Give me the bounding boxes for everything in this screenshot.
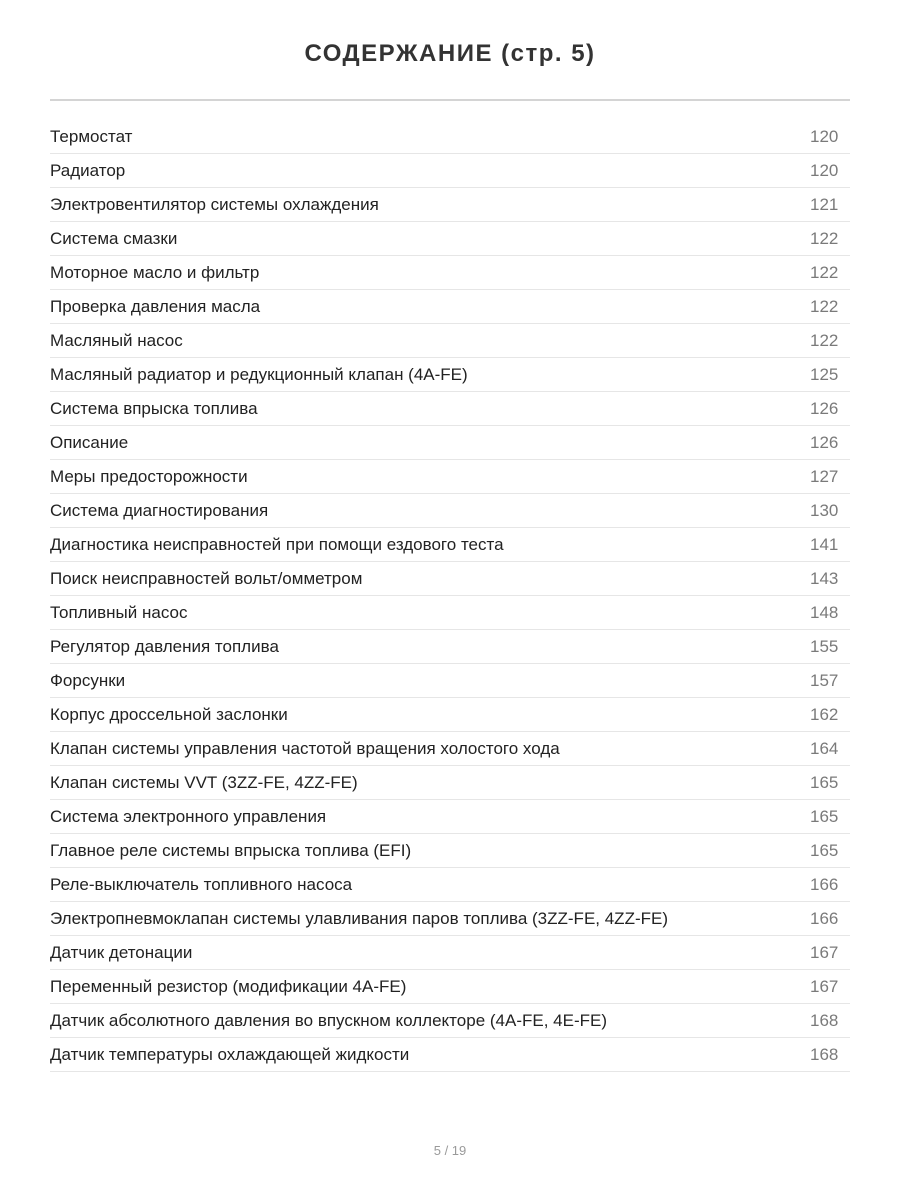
toc-entry[interactable] [50, 766, 850, 800]
toc-entry-title: Электровентилятор системы охлаждения [50, 194, 379, 214]
toc-entry-page: 165 [810, 840, 839, 860]
toc-entry-page: 165 [810, 772, 839, 792]
toc-entry[interactable] [50, 290, 850, 324]
toc-entry-title: Система впрыска топлива [50, 398, 258, 418]
toc-entry[interactable] [50, 324, 850, 358]
toc-entry[interactable] [50, 596, 850, 630]
toc-entry-page: 168 [810, 1010, 839, 1030]
toc-entry[interactable] [50, 494, 850, 528]
toc-entry-title: Датчик абсолютного давления во впускном коллекторе (4A-FE, 4E-FE) [50, 1010, 607, 1030]
toc-entry-title: Реле-выключатель топливного насоса [50, 874, 353, 894]
toc-entry[interactable] [50, 392, 850, 426]
toc-entry-page: 166 [810, 874, 839, 894]
toc-entry-page: 148 [810, 602, 839, 622]
toc-entry-page: 122 [810, 296, 839, 316]
toc-entry-title: Меры предосторожности [50, 466, 248, 486]
toc-entry-title: Диагностика неисправностей при помощи ездового теста [50, 534, 504, 554]
toc-entry-title: Поиск неисправностей вольт/омметром [50, 568, 363, 588]
toc-entry-page: 120 [810, 126, 839, 146]
toc-entry-page: 162 [810, 704, 839, 724]
toc-entry[interactable] [50, 460, 850, 494]
toc-entry-title: Клапан системы VVT (3ZZ-FE, 4ZZ-FE) [50, 772, 358, 792]
toc-entry-title: Клапан системы управления частотой вращения холостого хода [50, 738, 560, 758]
toc-entry[interactable] [50, 902, 850, 936]
toc-entry-title: Радиатор [50, 160, 126, 180]
toc-entry-title: Датчик температуры охлаждающей жидкости [50, 1044, 410, 1064]
toc-entry[interactable] [50, 834, 850, 868]
page-title: СОДЕРЖАНИЕ (стр. 5) [304, 40, 596, 67]
title-divider [50, 99, 850, 101]
toc-entry-page: 168 [810, 1044, 839, 1064]
toc-entry-title: Электропневмоклапан системы улавливания паров топлива (3ZZ-FE, 4ZZ-FE) [50, 908, 668, 928]
toc-entry[interactable] [50, 426, 850, 460]
toc-entry-title: Масляный радиатор и редукционный клапан (4A-FE) [50, 364, 468, 384]
toc-entry-page: 125 [810, 364, 839, 384]
toc-entry[interactable] [50, 1038, 850, 1072]
toc-entry-page: 141 [810, 534, 839, 554]
toc-entry[interactable] [50, 1004, 850, 1038]
toc-entry[interactable] [50, 936, 850, 970]
toc-entry-page: 126 [810, 432, 839, 452]
toc-entry-title: Система смазки [50, 228, 178, 248]
toc-entry[interactable] [50, 664, 850, 698]
toc-entry[interactable] [50, 970, 850, 1004]
toc-entry-title: Датчик детонации [50, 942, 193, 962]
toc-entry-page: 121 [810, 194, 839, 214]
toc-entry[interactable] [50, 528, 850, 562]
page-indicator: 5 / 19 [433, 1143, 467, 1158]
toc-entry-page: 167 [810, 942, 839, 962]
toc-entry[interactable] [50, 120, 850, 154]
toc-entry-title: Форсунки [50, 670, 126, 690]
toc-entry[interactable] [50, 562, 850, 596]
toc-entry-title: Система электронного управления [50, 806, 327, 826]
toc-entry-page: 127 [810, 466, 839, 486]
toc-entry-page: 130 [810, 500, 839, 520]
toc-entry-title: Топливный насос [50, 602, 188, 622]
toc-entry-page: 155 [810, 636, 839, 656]
toc-entry[interactable] [50, 732, 850, 766]
toc-entry-page: 165 [810, 806, 839, 826]
toc-entry[interactable] [50, 868, 850, 902]
toc-entry-page: 122 [810, 330, 839, 350]
toc-entry-title: Масляный насос [50, 330, 183, 350]
toc-entry-title: Термостат [50, 126, 133, 146]
toc-entry[interactable] [50, 698, 850, 732]
toc-entry-title: Описание [50, 432, 129, 452]
toc-entry-title: Корпус дроссельной заслонки [50, 704, 288, 724]
toc-entry-title: Проверка давления масла [50, 296, 261, 316]
toc-entry-title: Переменный резистор (модификации 4A-FE) [50, 976, 407, 996]
toc-entry-page: 126 [810, 398, 839, 418]
toc-entry-page: 164 [810, 738, 839, 758]
toc-entry-page: 120 [810, 160, 839, 180]
toc-entry-page: 167 [810, 976, 839, 996]
toc-entry-page: 157 [810, 670, 839, 690]
toc-entry[interactable] [50, 630, 850, 664]
toc-entry-title: Регулятор давления топлива [50, 636, 279, 656]
toc-entry[interactable] [50, 256, 850, 290]
toc-entry[interactable] [50, 358, 850, 392]
toc-entry[interactable] [50, 800, 850, 834]
toc-entry-title: Главное реле системы впрыска топлива (EFI) [50, 840, 412, 860]
toc-entry-title: Моторное масло и фильтр [50, 262, 260, 282]
toc-entry-page: 166 [810, 908, 839, 928]
toc-entry[interactable] [50, 154, 850, 188]
table-of-contents [50, 120, 850, 1072]
toc-entry-title: Система диагностирования [50, 500, 269, 520]
toc-entry[interactable] [50, 188, 850, 222]
toc-entry[interactable] [50, 222, 850, 256]
toc-entry-page: 143 [810, 568, 839, 588]
toc-entry-page: 122 [810, 228, 839, 248]
toc-entry-page: 122 [810, 262, 839, 282]
